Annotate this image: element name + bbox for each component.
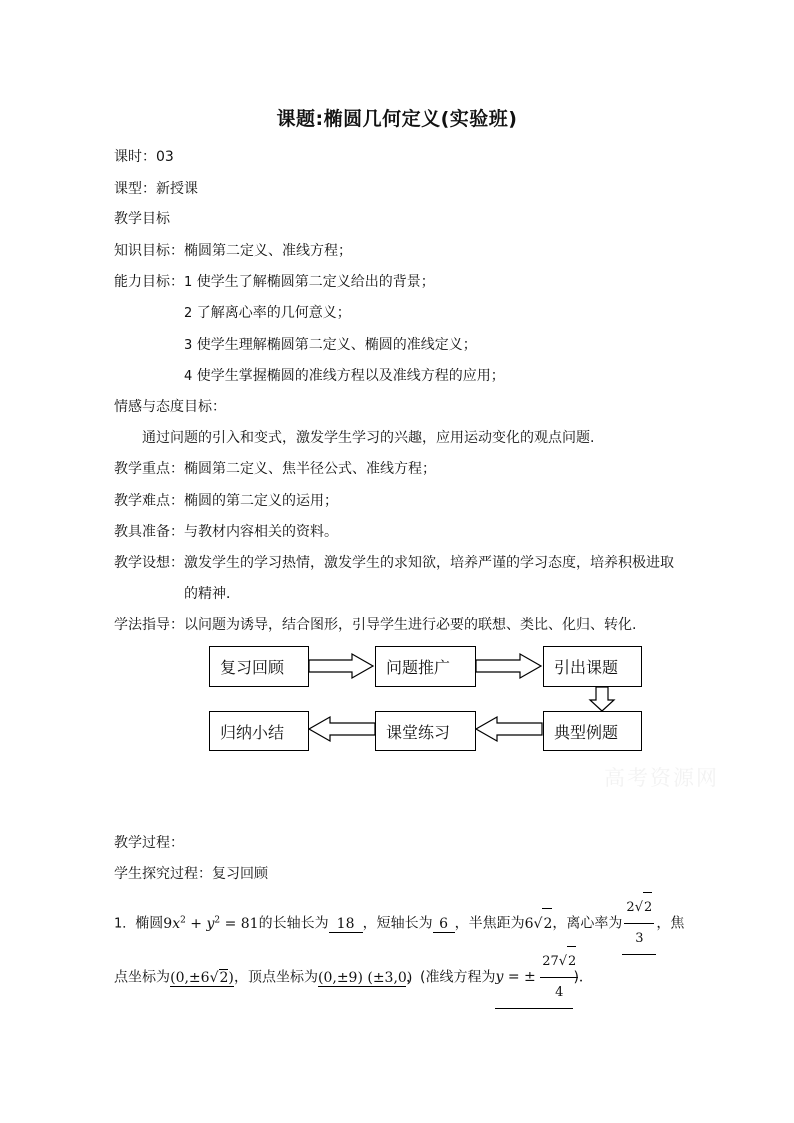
arrow-left-icon xyxy=(309,717,375,741)
idea-label: 教学设想： xyxy=(114,555,184,571)
goals-heading: 教学目标 xyxy=(114,211,170,227)
ability-label: 能力目标： xyxy=(114,274,184,290)
answer-semi-focal: 6√2 xyxy=(525,916,553,932)
idea-text-continued: 的精神． xyxy=(184,586,240,602)
flow-box-topic: 引出课题 xyxy=(543,646,642,687)
answer-minor-axis: 6 xyxy=(433,916,455,933)
key-label: 教学重点： xyxy=(114,461,184,477)
ability-item-number: 4 xyxy=(184,369,193,384)
flow-box-review: 复习回顾 xyxy=(209,646,309,687)
problem-text: ，(准线方程为 xyxy=(406,969,496,986)
page-title: 课题:椭圆几何定义(实验班) xyxy=(276,108,518,130)
ability-item-number: 2 xyxy=(184,306,193,321)
arrow-right-icon xyxy=(476,654,541,678)
answer-vertices: (0,±9) (±3,0) xyxy=(318,969,413,986)
problem-text: ，离心率为 xyxy=(552,915,623,932)
flow-box-examples: 典型例题 xyxy=(543,711,642,751)
ability-item-text: 使学生了解椭圆第二定义给出的背景； xyxy=(196,274,435,290)
difficulty-label: 教学难点： xyxy=(114,493,184,509)
arrow-right-icon xyxy=(309,654,373,678)
answer-directrix: y = ± $\frac{27√2}{4}$ xyxy=(495,946,573,1009)
class-type: 课型：新授课 xyxy=(114,181,198,197)
flow-box-summary: 归纳小结 xyxy=(209,711,309,751)
attitude-text: 通过问题的引入和变式，激发学生学习的兴趣，应用运动变化的观点问题. xyxy=(142,430,595,446)
arrow-left-icon xyxy=(476,717,542,741)
flow-box-practice: 课堂练习 xyxy=(375,711,476,751)
knowledge-label: 知识目标： xyxy=(114,243,184,259)
tools-text: 与教材内容相关的资料。 xyxy=(184,524,338,540)
process-heading: 教学过程： xyxy=(114,835,184,851)
problem-1-line-1 xyxy=(114,892,685,946)
answer-major-axis: 18 xyxy=(329,916,363,933)
watermark: 高考资源网 xyxy=(604,766,719,790)
problem-number: 1． xyxy=(114,916,136,932)
knowledge-text: 椭圆第二定义、准线方程； xyxy=(184,243,352,259)
ability-item-text: 使学生理解椭圆第二定义、椭圆的准线定义； xyxy=(196,337,477,353)
ability-item-text: 使学生掌握椭圆的准线方程以及准线方程的应用； xyxy=(196,368,505,384)
attitude-label: 情感与态度目标： xyxy=(114,399,226,415)
ellipse-equation: $9x^2 + y^2 = 81$ xyxy=(163,914,259,932)
difficulty-text: 椭圆的第二定义的运用； xyxy=(184,493,338,509)
problem-1-line-2 xyxy=(114,946,593,1000)
class-period: 课时：03 xyxy=(114,149,174,165)
tools-label: 教具准备： xyxy=(114,524,184,540)
problem-text: ，顶点坐标为 xyxy=(234,969,318,986)
problem-text: )． xyxy=(573,969,593,986)
ability-item-number: 1 xyxy=(184,275,193,290)
problem-text: 点坐标为 xyxy=(114,969,170,986)
flow-box-generalize: 问题推广 xyxy=(375,646,476,687)
arrow-down-icon xyxy=(590,687,614,711)
key-text: 椭圆第二定义、焦半径公式、准线方程； xyxy=(184,461,436,477)
ability-item-number: 3 xyxy=(184,338,193,353)
problem-text: 椭圆 xyxy=(135,915,164,932)
problem-text: ，短轴长为 xyxy=(362,915,433,932)
problem-text: ，焦 xyxy=(656,915,685,932)
student-exploration-heading: 学生探究过程：复习回顾 xyxy=(114,866,268,882)
method-label: 学法指导： xyxy=(114,617,184,633)
method-text: 以问题为诱导，结合图形，引导学生进行必要的联想、类比、化归、转化. xyxy=(184,617,637,633)
ability-item-text: 了解离心率的几何意义； xyxy=(196,305,351,321)
problem-text: ，半焦距为 xyxy=(454,915,525,932)
answer-foci: (0,±6√2) xyxy=(170,969,234,986)
answer-eccentricity: $\frac{2√2}{3}$ xyxy=(622,892,656,955)
problem-text: 的长轴长为 xyxy=(258,915,329,932)
idea-text: 激发学生的学习热情，激发学生的求知欲，培养严谨的学习态度，培养积极进取 xyxy=(184,555,674,571)
